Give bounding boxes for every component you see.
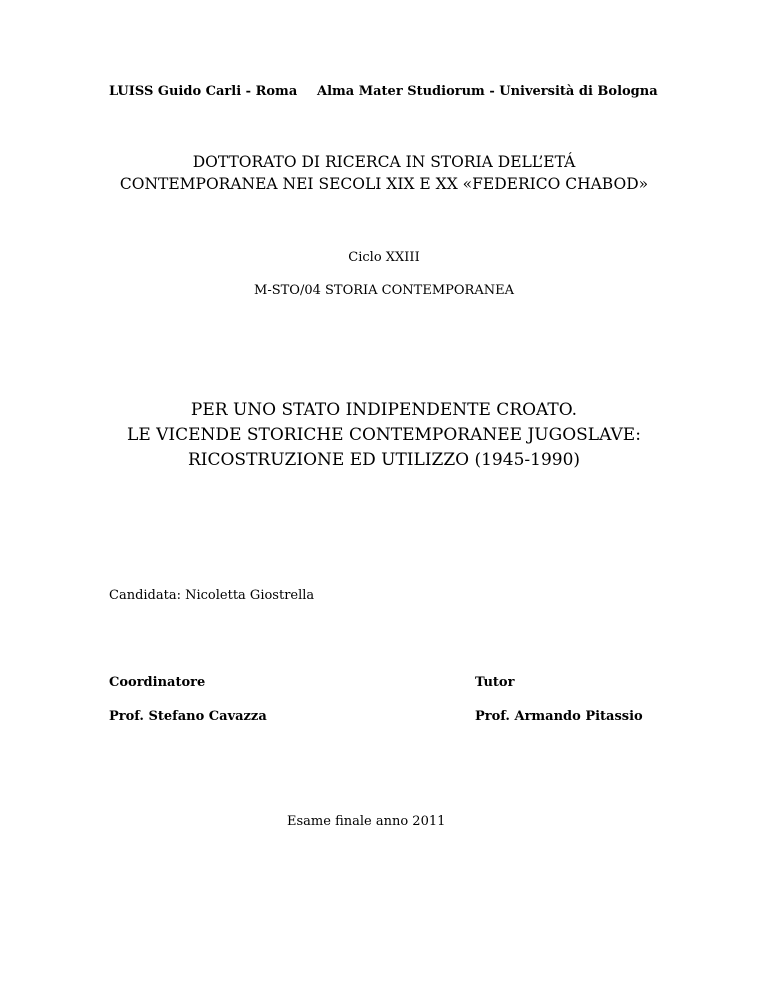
doctorate-title-line-1: DOTTORATO DI RICERCA IN STORIA DELL’ETÁ <box>192 153 576 171</box>
left-university: LUISS Guido Carli - Roma <box>109 84 298 99</box>
doctorate-title <box>0 151 768 195</box>
thesis-title <box>0 398 768 473</box>
doctorate-title-line-2: CONTEMPORANEA NEI SECOLI XIX E XX «FEDERICO CHABOD» <box>119 175 649 193</box>
thesis-title-line-1: PER UNO STATO INDIPENDENTE CROATO. <box>190 400 578 420</box>
thesis-title-line-2: LE VICENDE STORICHE CONTEMPORANEE JUGOSLAVE: <box>127 425 641 445</box>
cycle-label: Ciclo XXIII <box>348 250 420 265</box>
candidate-name: Candidata: Nicoletta Giostrella <box>109 588 315 603</box>
thesis-title-line-3: RICOSTRUZIONE ED UTILIZZO (1945-1990) <box>187 450 581 470</box>
sector-label: M-STO/04 STORIA CONTEMPORANEA <box>254 283 514 298</box>
exam-year: Esame finale anno 2011 <box>287 814 446 829</box>
tutor-label: Tutor <box>475 675 515 690</box>
coordinator-name: Prof. Stefano Cavazza <box>109 709 267 724</box>
tutor-name: Prof. Armando Pitassio <box>475 709 643 724</box>
right-university: Alma Mater Studiorum - Università di Bologna <box>317 84 658 99</box>
coordinator-label: Coordinatore <box>109 675 206 690</box>
